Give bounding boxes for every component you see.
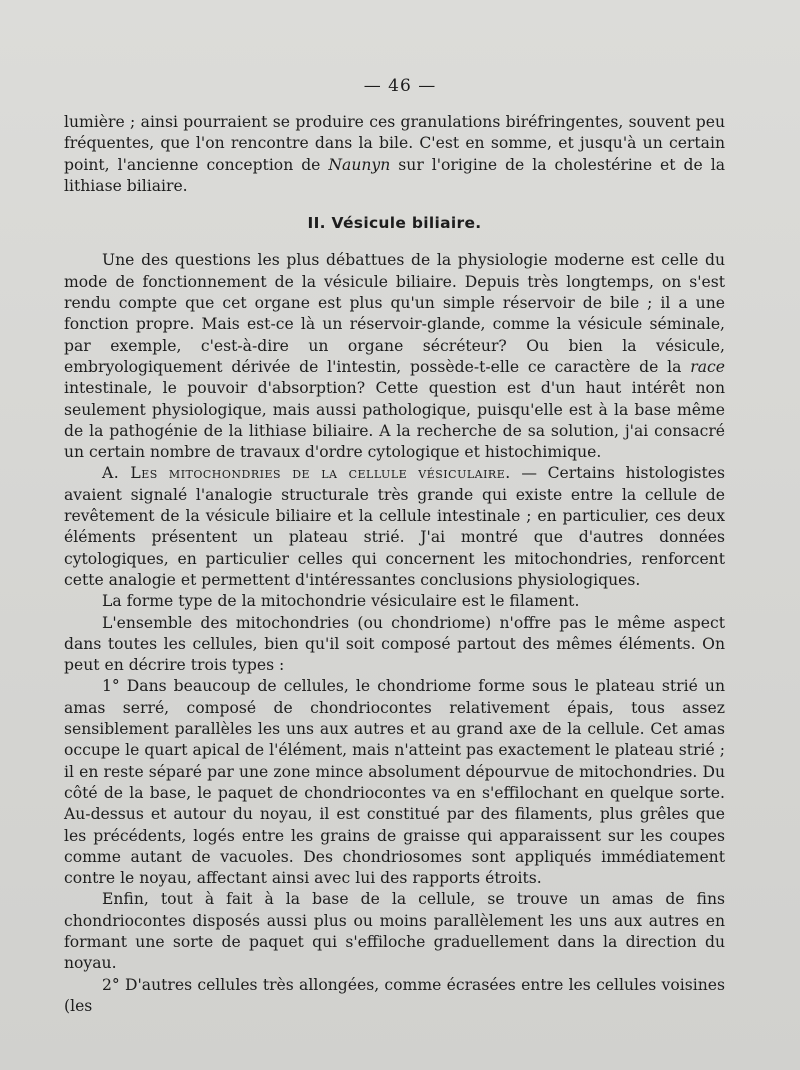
body-text	[64, 112, 725, 1017]
italic-word: race	[690, 357, 726, 376]
paragraph-continuation	[64, 112, 725, 197]
paragraph: Enfin, tout à fait à la base de la cellule, se trouve un amas de fins chondriocontes disposés aussi plus ou moins parallèlement les uns aux autres en formant une sorte de paquet qui s'effiloche graduellement dans la direction du noyau.	[64, 890, 725, 973]
section-heading: II. Vésicule biliaire.	[307, 214, 482, 233]
author-name: Naunyn	[328, 155, 391, 174]
page-number: — 46 —	[363, 76, 437, 96]
paragraph-text: sur l'origine de la cholestérine et de la lithiase biliaire.	[64, 155, 725, 195]
paragraph-text: — Certains histologistes avaient signalé l'analogie structurale très grande qui existe entre la cellule de revêtement de la vésicule biliaire et la cellule intestinale ; en particulier, ces deux éléments présentent un plateau strié. J'ai montré que d'autres données cytologiques, en particulier celles qui concernent les mitochondries, renforcent cette analogie et permettent d'intéressantes conclusions physiologiques.	[64, 464, 726, 589]
paragraph-text: Une des questions les plus débattues de la physiologie moderne est celle du mode de fonctionnement de la vésicule biliaire. Depuis très longtemps, on s'est rendu compte que cet organe est plus qu'un simple réservoir de bile ; il a une fonction propre. Mais est-ce là un réservoir-glande, comme la vésicule séminale, par exemple, c'est-à-dire un organe sécréteur? Ou bien la vésicule, embryologiquement dérivée de l'intestin, possède-t-elle ce caractère de la	[64, 251, 725, 376]
paragraph-text: intestinale, le pouvoir d'absorption? Cette question est d'un haut intérêt non seulement physiologique, mais aussi pathologique, puisqu'elle est à la base même de la pathogénie de la lithiase biliaire. A la recherche de sa solution, j'ai consacré un certain nombre de travaux d'ordre cytologique et histochimique.	[64, 379, 725, 462]
paragraph-text: lumière ; ainsi pourraient se produire ces granulations biréfringentes, souvent peu fréquentes, que l'on rencontre dans la bile. C'est en somme, et jusqu'à un certain point, l'ancienne conception de	[64, 113, 725, 174]
paragraph	[64, 250, 725, 463]
paragraph: 2° D'autres cellules très allongées, comme écrasées entre les cellules voisines (les	[64, 975, 725, 1015]
paragraph: La forme type de la mitochondrie vésiculaire est le filament.	[102, 592, 580, 611]
paragraph: 1° Dans beaucoup de cellules, le chondriome forme sous le plateau strié un amas serré, composé de chondriocontes relativement épais, tous assez sensiblement parallèles les uns aux autres et au grand axe de la cellule. Cet amas occupe le quart apical de l'élément, mais n'atteint pas exactement le plateau strié ; il en reste séparé par une zone mince absolument dépourvue de mitochondries. Du côté de la base, le paquet de chondriocontes va en s'effilochant en quelque sorte. Au-dessus et autour du noyau, il est constitué par des filaments, plus grêles que les précédents, logés entre les grains de graisse qui apparaissent sur les coupes comme autant de vacuoles. Des chondriosomes sont appliqués immédiatement contre le noyau, affectant ainsi avec lui des rapports étroits.	[64, 677, 725, 888]
paragraph	[64, 463, 725, 591]
subsection-label: A. Les mitochondries de la cellule vésiculaire.	[102, 464, 511, 483]
paragraph: L'ensemble des mitochondries (ou chondriome) n'offre pas le même aspect dans toutes les cellules, bien qu'il soit composé partout des mêmes éléments. On peut en décrire trois types :	[64, 613, 725, 675]
